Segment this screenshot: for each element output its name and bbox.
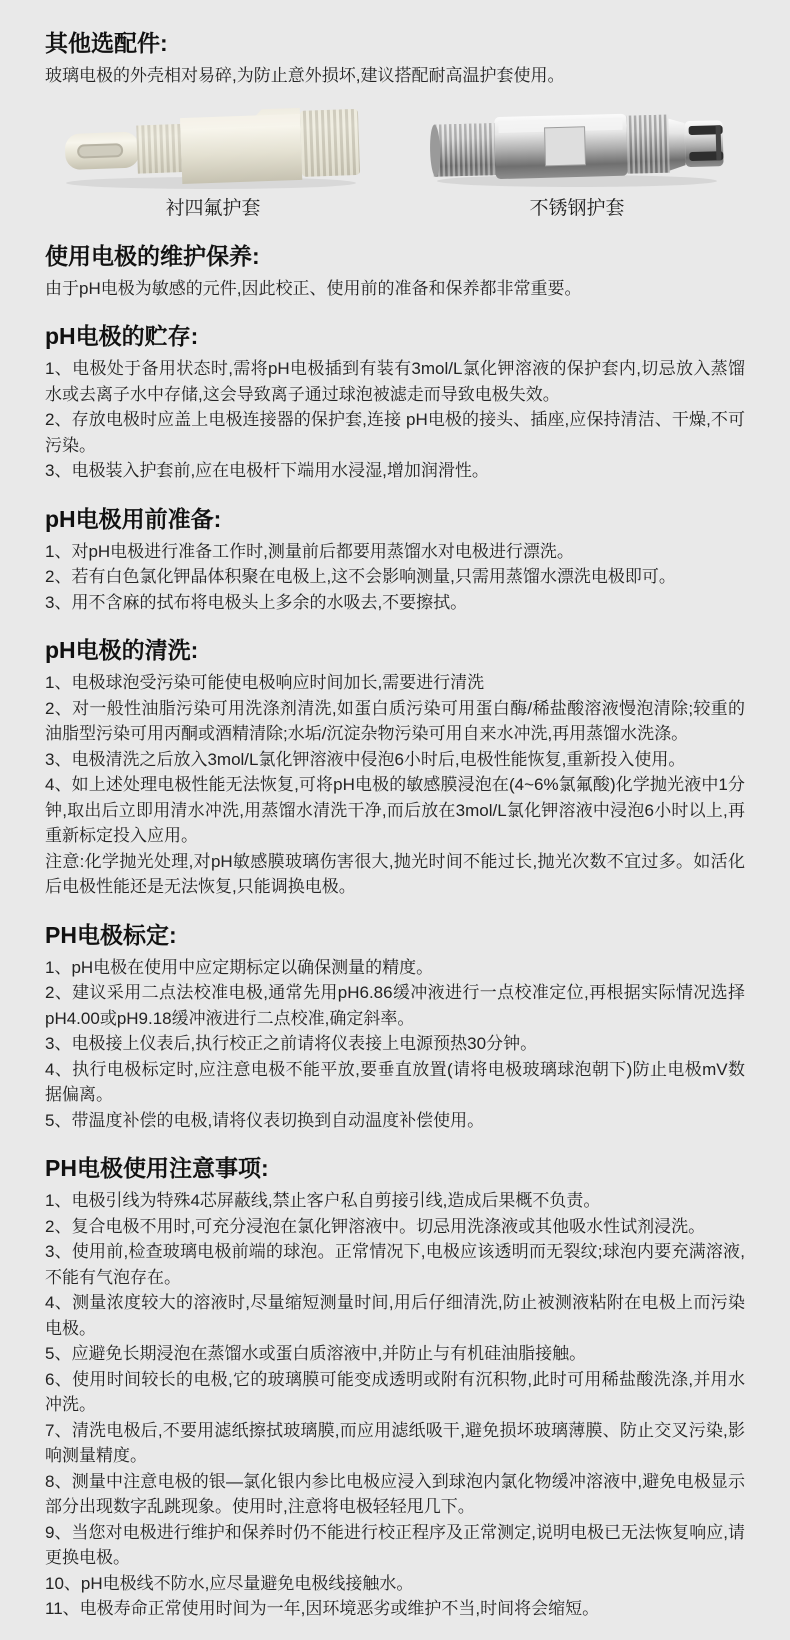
section-preparation	[45, 504, 745, 616]
product-stainless-sleeve	[409, 99, 745, 221]
list-item: 1、电极引线为特殊4芯屏蔽线,禁止客户私自剪接引线,造成后果概不负责。	[45, 1191, 601, 1210]
section-storage-title: pH电极的贮存:	[45, 323, 199, 349]
product-images-row	[45, 99, 745, 221]
list-item: 4、执行电极标定时,应注意电极不能平放,要垂直放置(请将电极玻璃球泡朝下)防止电极mV数据偏离。	[45, 1059, 745, 1104]
product-ptfe-sleeve	[45, 99, 381, 221]
list-item: 10、pH电极线不防水,应尽量避免电极线接触水。	[45, 1573, 414, 1593]
list-item: 2、对一般性油脂污染可用洗涤剂清洗,如蛋白质污染可用蛋白酶/稀盐酸溶液慢泡清除;较重的油脂型污染可用丙酮或酒精清除;水垢/沉淀杂物污染可用自来水冲洗,再用蒸馏水洗涤。	[45, 698, 745, 743]
list-item: 1、电极处于备用状态时,需将pH电极插到有装有3mol/L氯化钾溶液的保护套内,切忌放入蒸馏水或去离子水中存储,这会导致离子通过球泡被滤走而导致电极失效。	[45, 359, 745, 404]
list-item: 4、测量浓度较大的溶液时,尽量缩短测量时间,用后仔细清洗,防止被测液粘附在电极上而污染电极。	[45, 1293, 745, 1338]
accessories-intro: 玻璃电极的外壳相对易碎,为防止意外损坏,建议搭配耐高温护套使用。	[45, 66, 565, 85]
section-cleaning	[45, 635, 745, 900]
list-item: 3、电极清洗之后放入3mol/L氯化钾溶液中侵泡6小时后,电极性能恢复,重新投入使用。	[45, 749, 686, 769]
list-item: 3、用不含麻的拭布将电极头上多余的水吸去,不要擦拭。	[45, 592, 468, 612]
section-cleaning-title: pH电极的清洗:	[45, 637, 199, 663]
section-preparation-title: pH电极用前准备:	[45, 505, 222, 532]
cleaning-note: 注意:化学抛光处理,对pH敏感膜玻璃伤害很大,抛光时间不能过长,抛光次数不宜过多。如活化后电极性能还是无法恢复,只能调换电极。	[45, 851, 745, 896]
list-item: 1、pH电极在使用中应定期标定以确保测量的精度。	[45, 957, 434, 977]
section-calibration	[45, 920, 745, 1134]
ptfe-sleeve-image	[45, 99, 381, 191]
list-item: 1、电极球泡受污染可能使电极响应时间加长,需要进行清洗	[45, 673, 485, 692]
list-item: 6、使用时间较长的电极,它的玻璃膜可能变成透明或附有沉积物,此时可用稀盐酸洗涤,并用水冲洗。	[45, 1369, 745, 1414]
section-calibration-title: PH电极标定:	[45, 921, 177, 948]
section-storage	[45, 321, 745, 484]
list-item: 5、应避免长期浸泡在蒸馏水或蛋白质溶液中,并防止与有机硅油脂接触。	[45, 1344, 587, 1363]
list-item: 11、电极寿命正常使用时间为一年,因环境恶劣或维护不当,时间将会缩短。	[45, 1599, 600, 1618]
list-item: 2、复合电极不用时,可充分浸泡在氯化钾溶液中。切忌用洗涤液或其他吸水性试剂浸洗。	[45, 1216, 706, 1236]
list-item: 5、带温度补偿的电极,请将仪表切换到自动温度补偿使用。	[45, 1110, 485, 1130]
list-item: 2、若有白色氯化钾晶体积聚在电极上,这不会影响测量,只需用蒸馏水漂洗电极即可。	[45, 567, 676, 586]
list-item: 3、使用前,检查玻璃电极前端的球泡。正常情况下,电极应该透明而无裂纹;球泡内要充满溶液,不能有气泡存在。	[45, 1242, 745, 1287]
maintenance-title: 使用电极的维护保养:	[45, 242, 260, 269]
list-item: 7、清洗电极后,不要用滤纸擦拭玻璃膜,而应用滤纸吸干,避免损坏玻璃薄膜、防止交叉污染,影响测量精度。	[45, 1420, 745, 1465]
list-item: 3、电极接上仪表后,执行校正之前请将仪表接上电源预热30分钟。	[45, 1034, 538, 1053]
list-item: 9、当您对电极进行维护和保养时仍不能进行校正程序及正常测定,说明电极已无法恢复响应,请更换电极。	[45, 1522, 745, 1567]
list-item: 1、对pH电极进行准备工作时,测量前后都要用蒸馏水对电极进行漂洗。	[45, 541, 574, 561]
accessories-title: 其他选配件:	[45, 30, 168, 56]
list-item: 2、建议采用二点法校准电极,通常先用pH6.86缓冲液进行一点校准定位,再根据实际情况选择pH4.00或pH9.18缓冲液进行二点校准,确定斜率。	[45, 983, 745, 1028]
list-item: 2、存放电极时应盖上电极连接器的保护套,连接 pH电极的接头、插座,应保持清洁、干燥,不可污染。	[45, 410, 745, 455]
list-item: 3、电极装入护套前,应在电极杆下端用水浸湿,增加润滑性。	[45, 461, 489, 480]
ptfe-sleeve-caption: 衬四氟护套	[165, 197, 261, 219]
maintenance-intro: 由于pH电极为敏感的元件,因此校正、使用前的准备和保养都非常重要。	[45, 278, 582, 298]
section-precautions	[45, 1153, 745, 1622]
stainless-sleeve-caption: 不锈钢护套	[529, 197, 625, 219]
list-item: 8、测量中注意电极的银—氯化银内参比电极应浸入到球泡内氯化物缓冲溶液中,避免电极显示部分出现数字乱跳现象。使用时,注意将电极轻轻甩几下。	[45, 1471, 745, 1516]
stainless-steel-sleeve-image	[409, 99, 745, 191]
list-item: 4、如上述处理电极性能无法恢复,可将pH电极的敏感膜浸泡在(4~6%氯氟酸)化学抛光液中1分钟,取出后立即用清水冲洗,用蒸馏水清洗干净,而后放在3mol/L氯化钾溶液中浸泡6小时以上,再重新标定投入应用。	[45, 775, 745, 845]
section-precautions-title: PH电极使用注意事项:	[45, 1155, 269, 1181]
